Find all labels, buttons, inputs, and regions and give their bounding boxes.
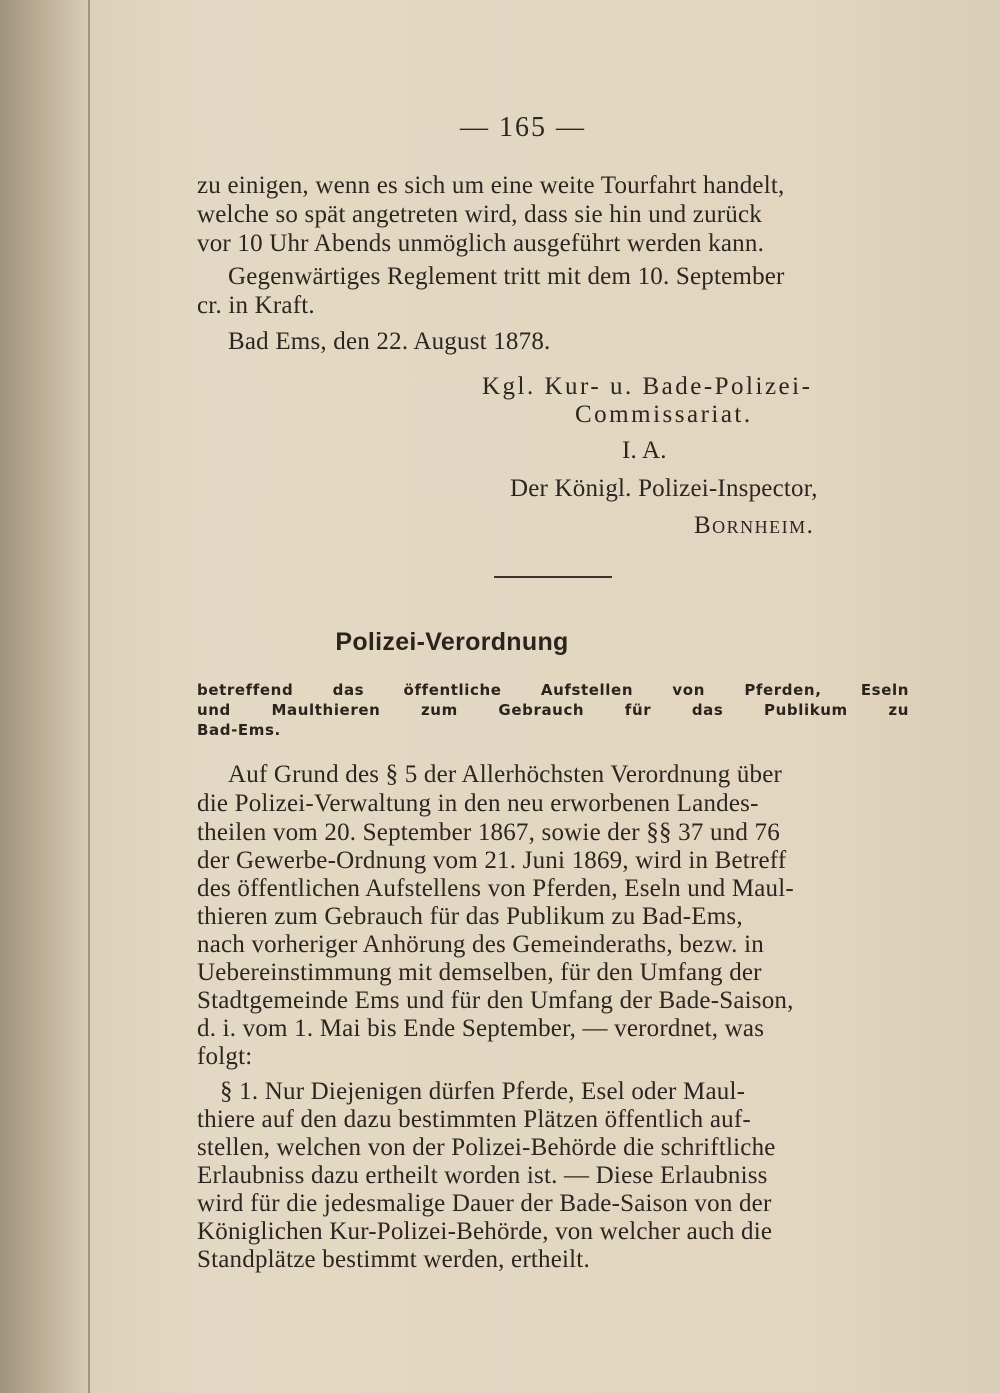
binding-edge [88, 0, 90, 1393]
signature-office-line-2: Commissariat. [575, 401, 753, 428]
para4-line-6: Königlichen Kur-Polizei-Behörde, von welcher auch die [197, 1218, 773, 1245]
para3-line-8: Uebereinstimmung mit demselben, für den Umfang der [197, 959, 762, 986]
signature-office-line-1: Kgl. Kur- u. Bade-Polizei- [482, 373, 813, 400]
para3-line-2: die Polizei-Verwaltung in den neu erworbenen Landes- [197, 790, 759, 817]
section-heading: Polizei-Verordnung [335, 628, 569, 656]
para1-line-2: welche so spät angetreten wird, dass sie hin und zurück [197, 201, 763, 228]
para3-line-3: theilen vom 20. September 1867, sowie der §§ 37 und 76 [197, 819, 780, 846]
para3-line-7: nach vorheriger Anhörung des Gemeinderaths, bezw. in [197, 931, 764, 958]
para2-line-1: Gegenwärtiges Reglement tritt mit dem 10. September [228, 263, 785, 290]
para3-line-6: thieren zum Gebrauch für das Publikum zu Bad-Ems, [197, 903, 743, 930]
signature-ia: I. A. [622, 437, 667, 464]
para3-line-10: d. i. vom 1. Mai bis Ende September, — verordnet, was [197, 1015, 765, 1042]
para4-line-4: Erlaubniss dazu ertheilt worden ist. — Diese Erlaubniss [197, 1162, 768, 1189]
para4-line-1: § 1. Nur Diejenigen dürfen Pferde, Esel oder Maul- [220, 1078, 746, 1105]
para1-line-3: vor 10 Uhr Abends unmöglich ausgeführt werden kann. [197, 230, 765, 257]
page-number: — 165 — [460, 112, 586, 143]
para1-line-1: zu einigen, wenn es sich um eine weite Tourfahrt handelt, [197, 172, 785, 199]
para4-line-2: thiere auf den dazu bestimmten Plätzen öffentlich auf- [197, 1106, 751, 1133]
para3-line-5: des öffentlichen Aufstellens von Pferden, Eseln und Maul- [197, 875, 794, 902]
signature-title: Der Königl. Polizei-Inspector, [510, 475, 818, 502]
para4-line-3: stellen, welchen von der Polizei-Behörde die schriftliche [197, 1134, 776, 1161]
para4-line-7: Standplätze bestimmt werden, ertheilt. [197, 1246, 590, 1273]
section-divider [494, 576, 612, 578]
para4-line-5: wird für die jedesmalige Dauer der Bade-Saison von der [197, 1190, 772, 1217]
para2-line-2: cr. in Kraft. [197, 292, 315, 319]
subheading-line-3: Bad-Ems. [197, 721, 281, 739]
para3-line-1: Auf Grund des § 5 der Allerhöchsten Verordnung über [228, 761, 783, 788]
para3-line-9: Stadtgemeinde Ems und für den Umfang der Bade-Saison, [197, 987, 794, 1014]
para3-line-11: folgt: [197, 1043, 253, 1070]
signature-name: Bornheim. [694, 512, 815, 539]
subheading-line-1: betreffend das öffentliche Aufstellen von Pferden, Eseln [197, 681, 909, 699]
page-binding-shadow [0, 0, 95, 1393]
place-date: Bad Ems, den 22. August 1878. [228, 328, 551, 355]
subheading-line-2: und Maulthieren zum Gebrauch für das Publikum zu [197, 701, 909, 719]
para3-line-4: der Gewerbe-Ordnung vom 21. Juni 1869, wird in Betreff [197, 847, 787, 874]
